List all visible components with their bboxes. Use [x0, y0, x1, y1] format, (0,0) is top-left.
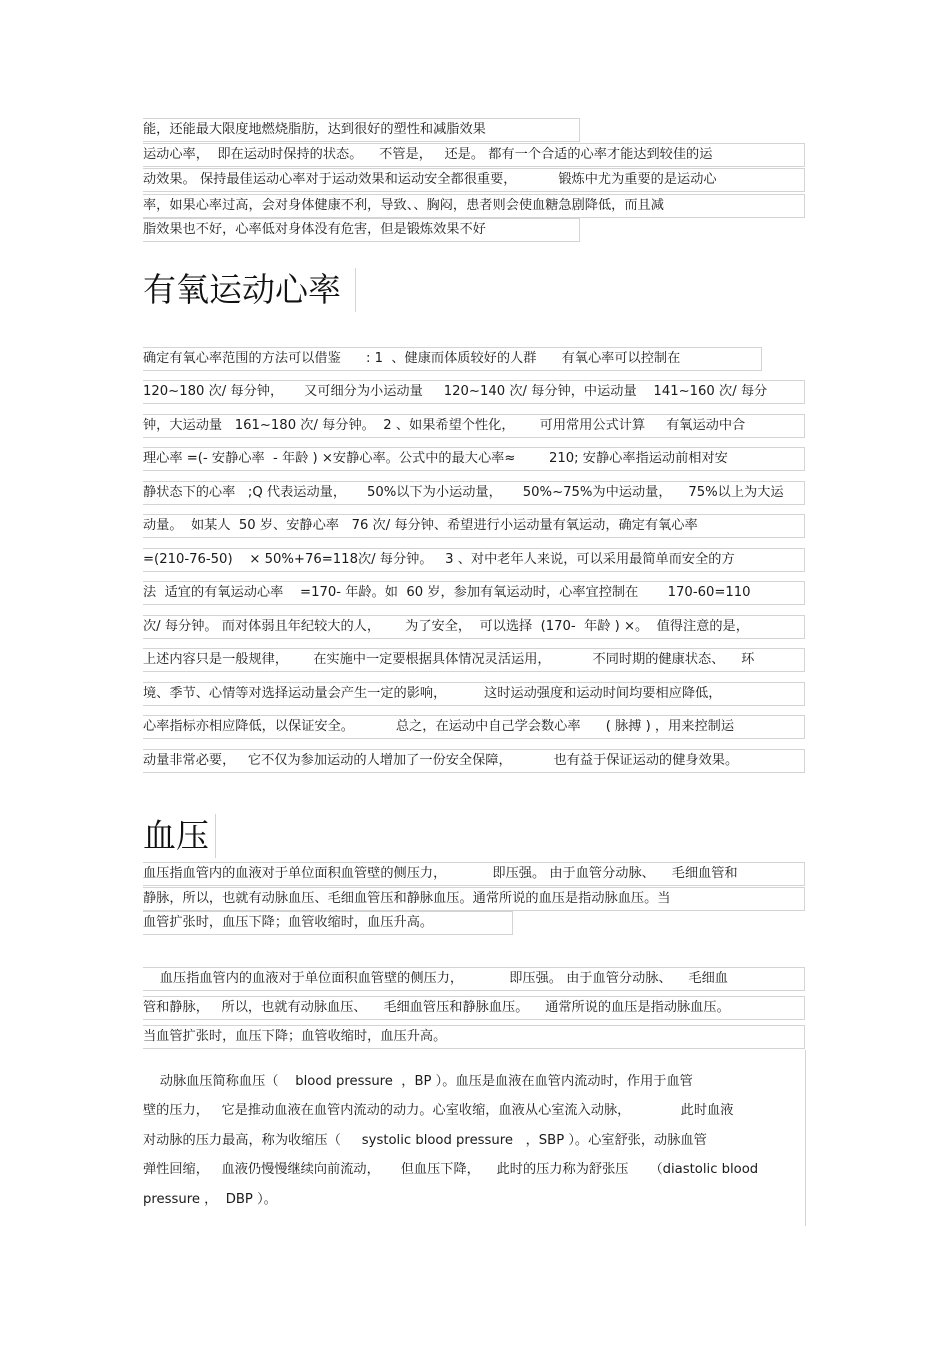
- aerobic-line-13: 动量非常必要， 它不仅为参加运动的人增加了一份安全保障， 也有益于保证运动的健身效果。: [143, 749, 805, 773]
- bp-block3-line-5: pressure ， DBP ）。: [143, 1192, 277, 1207]
- text-frame-edge: [805, 1050, 806, 1226]
- intro-line-2: 运动心率， 即在运动时保持的状态。 不管是， 还是。 都有一个合适的心率才能达到较佳的运: [143, 143, 805, 167]
- bp-block1-line-2: 静脉，所以，也就有动脉血压、毛细血管压和静脉血压。通常所说的血压是指动脉血压。当: [143, 887, 805, 911]
- aerobic-line-11: 境、季节、心情等对选择运动量会产生一定的影响， 这时运动强度和运动时间均要相应降低，: [143, 682, 805, 706]
- aerobic-line-3: 钟，大运动量 161~180 次/ 每分钟。 2 、如果希望个性化， 可用常用公式计算 有氧运动中合: [143, 414, 805, 438]
- section-heading-blood-pressure: 血压: [143, 814, 216, 858]
- aerobic-line-8: 法 适宜的有氧运动心率 =170- 年龄。如 60 岁，参加有氧运动时，心率宜控制在 170-60=110: [143, 581, 805, 605]
- bp-block2-line-2: 管和静脉， 所以，也就有动脉血压、 毛细血管压和静脉血压。 通常所说的血压是指动脉血压。: [143, 996, 805, 1020]
- bp-block1-line-3: 血管扩张时，血压下降；血管收缩时，血压升高。: [143, 911, 513, 935]
- aerobic-line-4: 理心率 =(- 安静心率 - 年龄 ) ×安静心率。公式中的最大心率≈ 210; 安静心率指运动前相对安: [143, 447, 805, 471]
- bp-block3-line-4: 弹性回缩， 血液仍慢慢继续向前流动， 但血压下降， 此时的压力称为舒张压 （diastolic blood: [143, 1162, 759, 1177]
- section-heading-aerobic-heart-rate: 有氧运动心率: [143, 268, 356, 312]
- aerobic-line-2: 120~180 次/ 每分钟， 又可细分为小运动量 120~140 次/ 每分钟，中运动量 141~160 次/ 每分: [143, 380, 805, 404]
- bp-block1-line-1: 血压指血管内的血液对于单位面积血管壁的侧压力， 即压强。 由于血管分动脉、 毛细血管和: [143, 862, 805, 886]
- aerobic-line-7: =(210-76-50) × 50%+76=118次/ 每分钟。 3 、对中老年人来说，可以采用最简单而安全的方: [143, 548, 805, 572]
- aerobic-line-10: 上述内容只是一般规律， 在实施中一定要根据具体情况灵活运用， 不同时期的健康状态、 环: [143, 648, 805, 672]
- intro-line-1: 能，还能最大限度地燃烧脂肪，达到很好的塑性和减脂效果: [143, 118, 580, 142]
- intro-line-3: 动效果。 保持最佳运动心率对于运动效果和运动安全都很重要， 锻炼中尤为重要的是运动心: [143, 168, 805, 192]
- aerobic-line-6: 动量。 如某人 50 岁、安静心率 76 次/ 每分钟、希望进行小运动量有氧运动，确定有氧心率: [143, 514, 805, 538]
- aerobic-line-9: 次/ 每分钟。 而对体弱且年纪较大的人， 为了安全， 可以选择 (170- 年龄 ) ×。 值得注意的是，: [143, 615, 805, 639]
- bp-block2-line-1: 血压指血管内的血液对于单位面积血管壁的侧压力， 即压强。 由于血管分动脉、 毛细血: [143, 967, 805, 991]
- intro-line-4: 率，如果心率过高，会对身体健康不利，导致、、胸闷，患者则会使血糖急剧降低，而且减: [143, 194, 805, 218]
- aerobic-line-1: 确定有氧心率范围的方法可以借鉴 : 1 、健康而体质较好的人群 有氧心率可以控制在: [143, 347, 762, 371]
- aerobic-line-5: 静状态下的心率 ;Q 代表运动量， 50%以下为小运动量， 50%~75%为中运动量， 75%以上为大运: [143, 481, 805, 505]
- bp-block2-line-3: 当血管扩张时，血压下降；血管收缩时，血压升高。: [143, 1025, 805, 1049]
- bp-block3-line-1: 动脉血压简称血压（ blood pressure ，BP ）。血压是血液在血管内流动时，作用于血管: [143, 1074, 693, 1089]
- intro-line-5: 脂效果也不好，心率低对身体没有危害，但是锻炼效果不好: [143, 218, 580, 242]
- bp-block3-line-3: 对动脉的压力最高，称为收缩压（ systolic blood pressure ，SBP ）。心室舒张，动脉血管: [143, 1133, 707, 1148]
- aerobic-line-12: 心率指标亦相应降低，以保证安全。 总之，在运动中自己学会数心率 ( 脉搏 ) ，用来控制运: [143, 715, 805, 739]
- bp-block3-line-2: 壁的压力， 它是推动血液在血管内流动的动力。心室收缩，血液从心室流入动脉， 此时血液: [143, 1103, 734, 1118]
